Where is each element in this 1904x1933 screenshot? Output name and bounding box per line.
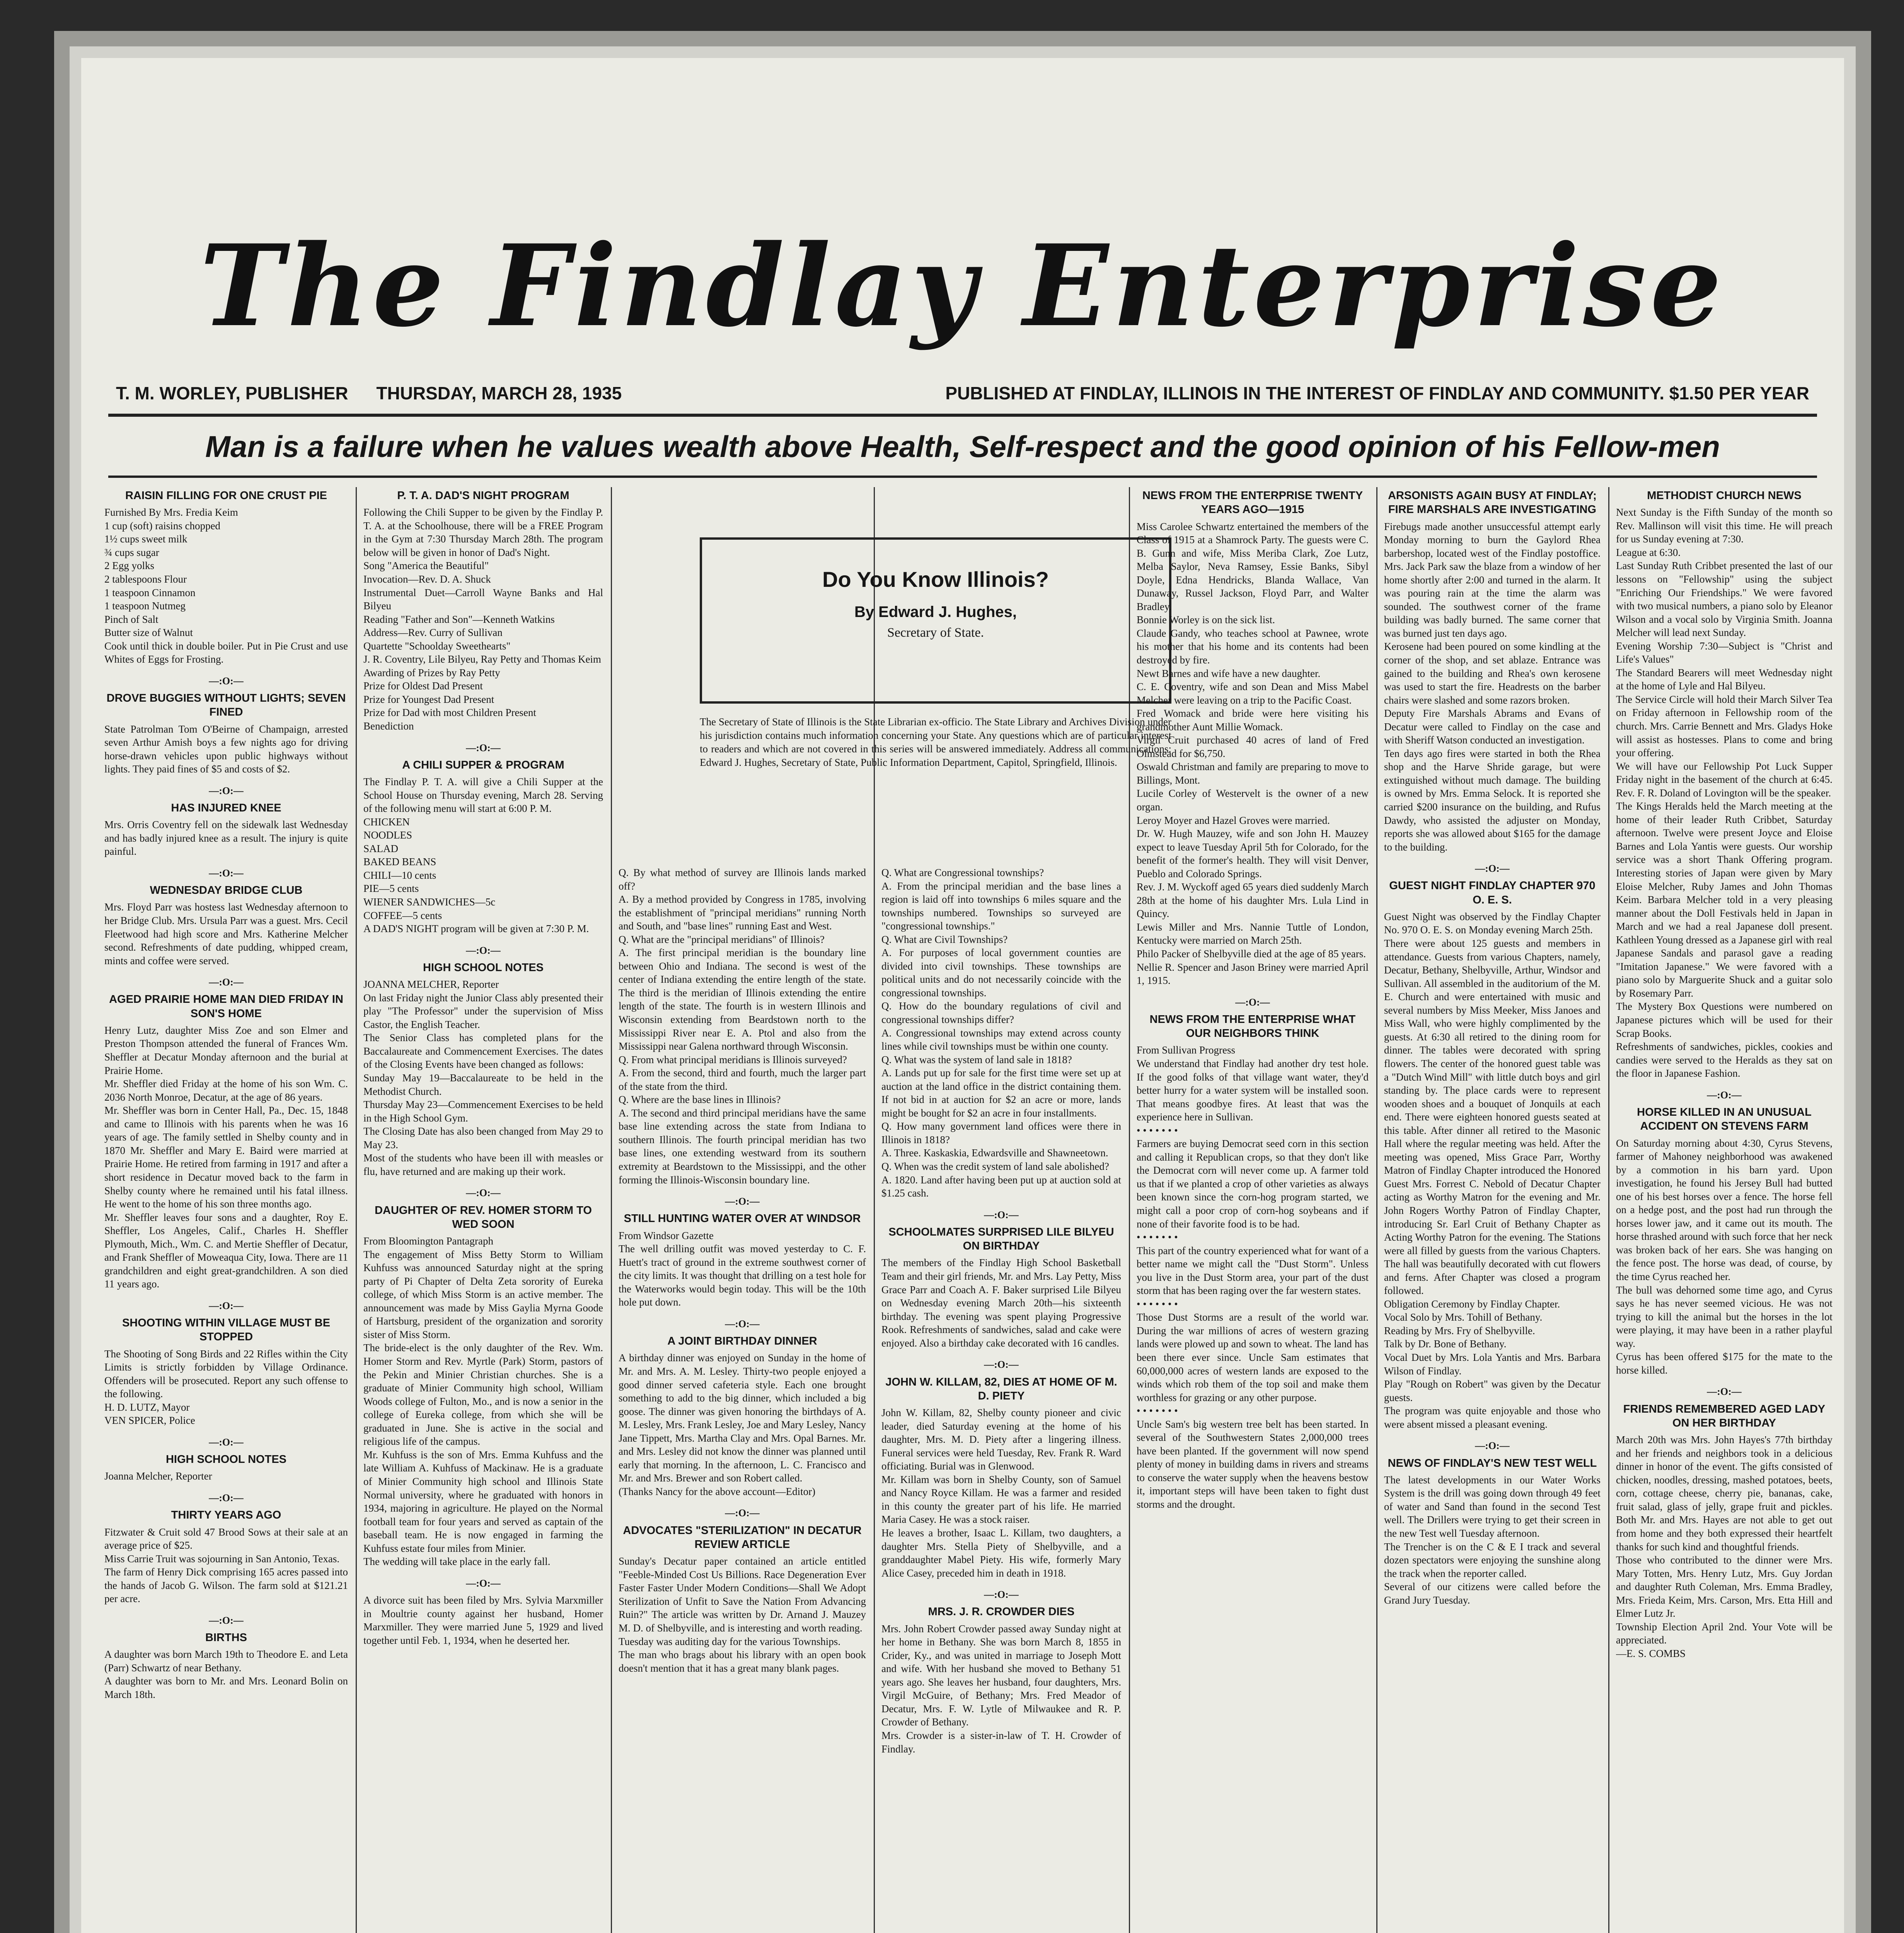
article: [104, 1614, 348, 1701]
article: [1137, 489, 1369, 987]
article-body: Next Sunday is the Fifth Sunday of the month so Rev. Mallinson will visit this time. He will preach for us Sunday evening at 7:30. League at 6:30. Last Sunday Ruth Cribbet presented the last of our lessons on "Fellowship" using the subject "Enriching Our Friendships." We were favored with two musical numbers, a piano solo by Eleanor Wilson and a vocal solo by Virginia Smith. Joanna Melcher will lead next Sunday. Evening Worship 7:30—Subject is "Christ and Life's Values" The Standard Bearers will meet Wednesday night at the home of Lyle and Hal Bilyeu. The Service Circle will hold their March Silver Tea on Friday afternoon in Fellowship room of the church. Mrs. Carrie Bennett and Mrs. Gladys Hoke will assist as hostesses. Plans to come and bring your offering. We will have our Fellowship Pot Luck Supper Friday night in the basement of the church at 6:45. Rev. F. R. Doland of Lovington will be the speaker. The Kings Heralds held the March meeting at the home of their leader Ruth Cribbet, Saturday afternoon. Twelve were present Joyce and Eloise Barnes and Lola Yantis were guests. Our worship service was a short Thank Offering program. Interesting stories of Japan were given by Mary Eloise Melcher, Ruby James and John Thomas Keim. Barbara Melcher told in a very pleasing manner about the Doll Festivals held in Japan in March and we had a real Japanese doll present. Kathleen Young dressed as a Japanese girl with real Japanese Sandals and parasol gave a reading "Imitation Japanese." We were favored with a piano solo by Marguerite Shuck and a guitar solo by Rosemary Parr. The Mystery Box Questions were numbered on Japanese pictures which will be used for their Scrap Books. Refreshments of sandwiches, pickles, cookies and candies were served to the Heralds as they sat on the floor in Japanese Fashion.: [1616, 506, 1832, 1079]
column-2: [363, 487, 603, 1933]
article-divider: —:O:—: [209, 1436, 244, 1448]
article: [363, 741, 603, 936]
article-body: Q. What are Congressional townships? A. From the principal meridian and the base lines a region is laid off into townships 6 miles square and the townships numbered. Townships so surveyed are "congressional townships." Q. What are Civil Townships? A. For purposes of local government counties are divided into civil townships. These townships are political units and do not necessarily coincide with the congressional townships. Q. How do the boundary regulations of civil and congressional townships differ? A. Congressional townships may extend across county lines while civil townships must be within one county. Q. What was the system of land sale in 1818? A. Lands put up for sale for the first time were set up at auction at the land office in the district containing them. If not bid in at auction for $2 an acre or more, lands might be bought for $2 an acre in four installments. Q. How many government land offices were there in Illinois in 1818? A. Three. Kaskaskia, Edwardsville and Shawneetown. Q. When was the credit system of land sale abolished? A. 1820. Land after having been put up at auction sold at $1.25 cash.: [881, 867, 1121, 1199]
article-divider: —:O:—: [984, 1589, 1019, 1601]
article: [104, 489, 348, 666]
article: [104, 675, 348, 776]
motto: Man is a failure when he values wealth above Health, Self-respect and the good opinion of his Fellow-men: [205, 430, 1720, 464]
article: [363, 489, 603, 733]
article-body: March 20th was Mrs. John Hayes's 77th birthday and her friends and neighbors took in a delicious dinner in honor of the event. The gifts consisted of chicken, noodles, dressing, mashed potatoes, beets, corn, cottage cheese, cherry pie, bananas, cake, fruit salad, glass of jelly, grape fruit and pickles. Both Mr. and Mrs. Hayes are not able to get out from home and they both expressed their heartfelt thanks for such kind and thoughtful friends. Those who contributed to the dinner were Mrs. Mary Totten, Mrs. Henry Lutz, Mrs. Guy Jordan and daughter Ruth Coleman, Mrs. Emma Bradley, Mrs. Frieda Keim, Mrs. Carson, Mrs. Etta Hill and Elmer Lutz Jr. Township Election April 2nd. Your Vote will be appreciated. —E. S. COMBS: [1616, 1434, 1832, 1659]
article-headline: A JOINT BIRTHDAY DINNER: [667, 1335, 817, 1348]
article-divider: —:O:—: [1707, 1089, 1742, 1101]
article-headline: HORSE KILLED IN AN UNUSUAL ACCIDENT ON STEVENS FARM: [1637, 1106, 1812, 1133]
article-divider: —:O:—: [725, 1318, 760, 1330]
article-body: A birthday dinner was enjoyed on Sunday in the home of Mr. and Mrs. A. M. Lesley. Thirty-two people enjoyed a good dinner served cafeteria style. Each one brought something to add to the big dinner, which included a big goose. The dinner was given honoring the birthdays of A. M. Lesley, Mrs. Frank Lesley, Joe and Mary Lesley, Nancy Jane Tippett, Mrs. Martha Clay and Mrs. Opal Barnes. Mr. and Mrs. Lesley did not know the dinner was planned until early that morning. In the afternoon, L. C. Francisco and Mr. and Mrs. Brewer and son Robert called. (Thanks Nancy for the above account—Editor): [619, 1352, 866, 1497]
issue-date: THURSDAY, MARCH 28, 1935: [376, 383, 622, 403]
article-headline: DROVE BUGGIES WITHOUT LIGHTS; SEVEN FINED: [106, 692, 346, 719]
article: [104, 1299, 348, 1427]
article: [619, 866, 866, 1186]
article-headline: METHODIST CHURCH NEWS: [1647, 489, 1802, 502]
article-body: The members of the Findlay High School Basketball Team and their girl friends, Mr. and Mrs. Lay Petty, Miss Grace Parr and Coach A. F. Baker surprised Lile Bilyeu on Wednesday evening March 20th—his sixteenth birthday. The evening was spent playing Progressive Rook. Refreshments of sandwiches, salad and cake were enjoyed. Also a birthday cake decorated with 16 candles.: [881, 1257, 1121, 1349]
article-headline: NEWS FROM THE ENTERPRISE TWENTY YEARS AGO—1915: [1142, 489, 1363, 516]
article-headline: GUEST NIGHT FINDLAY CHAPTER 970 O. E. S.: [1389, 880, 1595, 906]
published-at: PUBLISHED AT FINDLAY, ILLINOIS IN THE INTEREST OF FINDLAY AND COMMUNITY. $1.50 PER YEAR: [945, 383, 1809, 403]
article: [363, 1186, 603, 1568]
column-3: [619, 866, 866, 1933]
article-body: Henry Lutz, daughter Miss Zoe and son Elmer and Preston Thompson attended the funeral of Frances Wm. Sheffler at Decatur Monday afternoon and the burial at Prairie Home. Mr. Sheffler died Friday at the home of his son Wm. C. 2036 North Monroe, Decatur, at the age of 86 years. Mr. Sheffler was born in Center Hall, Pa., Dec. 15, 1848 and came to Illinois with his parents when he was 16 years of age. The family settled in Shelby county and in 1870 Mr. Sheffler and Mary E. Baird were married at Prairie Home. He retired from farming in 1917 and after a short residence in Decatur moved back to the farm in Shelby county where he remained until his fatal illness. He went to the home of his son three months ago. Mr. Sheffler leaves four sons and a daughter, Roy E. Sheffler, Los Angeles, Calif., Charles H. Sheffler Plymouth, Mich., Wm. C. and Mertie Sheffler of Decatur, and Frank Sheffler of Moweaqua City, Iowa. There are 11 grandchildren and eight great-grandchildren. A son died 11 years ago.: [104, 1024, 348, 1290]
article: [1616, 1385, 1832, 1660]
column-6: [1384, 487, 1601, 1933]
article-headline: HIGH SCHOOL NOTES: [165, 1453, 287, 1466]
article: [881, 866, 1121, 1200]
column-rule: [1608, 487, 1609, 1933]
article-headline: A CHILI SUPPER & PROGRAM: [402, 759, 564, 771]
article-body: Q. By what method of survey are Illinois lands marked off? A. By a method provided by Congress in 1785, involving the establishment of "principal meridians" running North and South, and "base lines" running East and West. Q. What are the "principal meridians" of Illinois? A. The first principal meridian is the boundary line between Ohio and Indiana. The second is west of the center of Indiana extending the entire length of the state. The third is the meridian of Illinois extending the entire length of the state. The fourth is in western Illinois and Wisconsin extending from Beardstown north to the Mississippi River near E. A. Ptol and also from the Mississippi near Galena northward through Wisconsin. Q. From what principal meridians is Illinois surveyed? A. From the second, third and fourth, much the larger part of the state from the third. Q. Where are the base lines in Illinois? A. The second and third principal meridians have the same base line extending across the state from Indiana to southern Illinois. The fourth principal meridian has two base lines, one extending westward from its southern extremity at Beardstown to the Mississippi, and the other forming the Illinois-Wisconsin boundary line.: [619, 867, 866, 1186]
publisher: T. M. WORLEY, PUBLISHER: [116, 383, 348, 403]
article-body: A daughter was born March 19th to Theodore E. and Leta (Parr) Schwartz of near Bethany. A daughter was born to Mr. and Mrs. Leonard Bolin on March 18th.: [104, 1648, 348, 1700]
article-headline: RAISIN FILLING FOR ONE CRUST PIE: [125, 489, 327, 502]
masthead-title: The Findlay Enterprise: [200, 220, 1725, 352]
column-5: [1137, 487, 1369, 1933]
article-body: From Windsor Gazette The well drilling outfit was moved yesterday to C. F. Huett's tract of ground in the extreme southwest corner of the city limits. It was thought that drilling on a test hole for the Waterworks would begin today. This will be the 10th hole put down.: [619, 1229, 866, 1308]
article-divider: —:O:—: [209, 867, 244, 879]
article-headline: SHOOTING WITHIN VILLAGE MUST BE STOPPED: [122, 1317, 331, 1343]
article: [1384, 1439, 1601, 1607]
article-body: Furnished By Mrs. Fredia Keim 1 cup (soft) raisins chopped 1½ cups sweet milk ¾ cups sugar 2 Egg yolks 2 tablespoons Flour 1 teaspoon Cinnamon 1 teaspoon Nutmeg Pinch of Salt Butter size of Walnut Cook until thick in double boiler. Put in Pie Crust and use Whites of Eggs for Frosting.: [104, 506, 348, 665]
article: [1616, 1089, 1832, 1377]
article-divider: —:O:—: [466, 1187, 501, 1199]
top-rule: [108, 414, 1817, 417]
article-headline: P. T. A. DAD'S NIGHT PROGRAM: [397, 489, 569, 502]
article: [104, 976, 348, 1291]
article: [1384, 489, 1601, 854]
article: [619, 1318, 866, 1498]
article-body: Firebugs made another unsuccessful attempt early Monday morning to burn the Gaylord Rhea barbershop, located west of the Findlay postoffice. Mrs. Jack Park saw the blaze from a window of her home shortly after 2:00 and turned in the alarm. It was pouring rain at the time the alarm was sounded. The southwest corner of the frame building was badly burned. The same corner that was burned just ten days ago. Kerosene had been poured on some kindling at the corner of the shop, and set ablaze. Entrance was gained to the building and Rhea's own kerosene was used to start the fire. Headrests on the barber chairs were slashed and some razors broken. Deputy Fire Marshals Abrams and Evans of Decatur were called to Findlay on the case and with Sheriff Watson conducted an investigation. Ten days ago fires were started in both the Rhea shop and the Harve Shride garage, but were extinguished without much damage. The building is owned by Mrs. Emma Selock. It is reported she carried $200 insurance on the building, and Rufus Dawdy, who assisted the adjuster on Monday, reports she was allowed about $165 for the damage to the building.: [1384, 520, 1601, 853]
article-divider: —:O:—: [1707, 1386, 1742, 1398]
article: [104, 867, 348, 967]
article: [619, 1195, 866, 1309]
article: [104, 1492, 348, 1606]
article-body: John W. Killam, 82, Shelby county pioneer and civic leader, died Saturday evening at the home of his daughter, Mrs. M. D. Piety after a lingering illness. Funeral services were held Tuesday, Rev. Frank R. Ward officiating. Burial was in Glenwood. Mr. Killam was born in Shelby County, son of Samuel and Nancy Royce Killam. He was a farmer and resided in this county the greater part of his life. He married Maria Casey. He was a stock raiser. He leaves a brother, Isaac L. Killam, two daughters, a daughter Mrs. Stella Piety of Shelbyville, and a granddaughter Mabel Piety. His wife, formerly Mary Alice Casey, preceded him in death in 1918.: [881, 1407, 1121, 1579]
article: [881, 1588, 1121, 1756]
article: [1137, 996, 1369, 1511]
article-body: Mrs. Orris Coventry fell on the sidewalk last Wednesday and has badly injured knee as a result. The injury is quite painful.: [104, 819, 348, 857]
article-headline: NEWS FROM THE ENTERPRISE WHAT OUR NEIGHBORS THINK: [1149, 1013, 1356, 1040]
article-divider: —:O:—: [209, 785, 244, 796]
article-body: Joanna Melcher, Reporter: [104, 1470, 212, 1482]
article-body: On Saturday morning about 4:30, Cyrus Stevens, farmer of Mahoney neighborhood was awakened by a commotion in his barn yard. Upon investigation, he found his Jersey Bull had butted one of his best horses over a fence. The horse fell on a hedge post, and the post had run through the horses lower jaw, and it came out its mouth. The horse thrashed around with such force that her neck was broken back of her ears. She was hanging on the fence post. The horse was dead, of course, by the time Cyrus reached her. The bull was dehorned some time ago, and Cyrus says he has never seemed vicious. He was not trying to kill the animal but the horses in the lot were playing, it may have been in a rather playful way. Cyrus has been offered $175 for the mate to the horse killed.: [1616, 1137, 1832, 1376]
feature-role: Secretary of State.: [887, 626, 984, 640]
publication-line: [116, 383, 1809, 404]
column-rule: [356, 487, 357, 1933]
article-headline: DAUGHTER OF REV. HOMER STORM TO WED SOON: [375, 1204, 592, 1231]
article: [619, 1507, 866, 1675]
article-divider: —:O:—: [466, 1577, 501, 1589]
article-headline: NEWS OF FINDLAY'S NEW TEST WELL: [1388, 1457, 1597, 1469]
header-rule: [108, 476, 1817, 478]
article-body: The Shooting of Song Birds and 22 Rifles within the City Limits is strictly forbidden by Village Ordinance. Offenders will be prosecuted. Report any such offense to the following. H. D. LUTZ, Mayor VEN SPICER, Police: [104, 1348, 348, 1427]
article-body: From Sullivan Progress We understand that Findlay had another dry test hole. If the good folks of that village want water, they'd better hurry for a water system will be installed soon. That means goodbye fires. At least that was the experience here in Sullivan. • • • • • • • Farmers are buying Democrat seed corn in this section and calling it Republican crops, so that they don't like the Democrat corn will never come up. A farmer told us that if we planted a crop of other varieties as always been known since the corn-hog program started, we might call a poor crop of corn-hog soybeans and if none of their favorite food is to be had. • • • • • • • This part of the country experienced what for want of a better name we might call the "Dust Storm". Unless you live in the Dust Storm area, your part of the dust storm that has been raging over the far western states. • • • • • • • Those Dust Storms are a result of the world war. During the war millions of acres of western grazing lands were plowed up and sown to wheat. The land has been there ever since. Uncle Sam estimates that 60,000,000 acres of western lands are exposed to the winds which rob them of the top soil and make them worthless for grazing or any other purpose. • • • • • • • Uncle Sam's big western tree belt has been started. In several of the Southwestern States 2,000,000 trees have been planted. If the government will now spend plenty of money in building dams in rivers and streams to conserve the water supply when the heavens bestow it, important steps will have been taken to fight dust storms and the drought.: [1137, 1044, 1369, 1510]
column-7: [1616, 487, 1832, 1933]
article-headline: HIGH SCHOOL NOTES: [423, 961, 544, 974]
article-divider: —:O:—: [209, 1492, 244, 1503]
article-headline: HAS INJURED KNEE: [171, 802, 281, 815]
article-divider: —:O:—: [1475, 863, 1510, 874]
column-4: [881, 866, 1121, 1933]
article-headline: MRS. J. R. CROWDER DIES: [928, 1606, 1075, 1618]
article-divider: —:O:—: [984, 1209, 1019, 1220]
article-body: Guest Night was observed by the Findlay Chapter No. 970 O. E. S. on Monday evening March 25th. There were about 125 guests and members in attendance. Guests from various Chapters, namely, Decatur, Bethany, Shelbyville, Arthur, Windsor and Sullivan. All assembled in the auditorium of the M. E. Church and were entertained with music and several numbers by Miss Meeker, Miss Janoes and Miss Wall, who were highly complimented by the guests. At 6:30 all retired to the dining room for dinner. The tables were decorated with spring flowers. The center of the honored guest table was a "Dutch Wind Mill" with little dutch boys and girl standing by. The place cards were to represent wooden shoes and a bouquet of Jonquils at each end. There were eighteen honored guests seated at this table. After dinner all retired to the Masonic Hall where the regular meeting was held. After the meeting was opened, Miss Grace Parr, Worthy Matron of Findlay Chapter introduced the Honored Guest Mrs. Forrest C. Nebold of Decatur Chapter acting as Worthy Matron for the evening and Mr. John Rogers Worthy Patron of Findlay Chapter, introducing Sr. Earl Cruit of Bethany Chapter as Acting Worthy Patron for the evening. The Stations were all filled by guests from the various Chapters. The hall was beautifully decorated with cut flowers and ferns. After Chapter was closed a program followed. Obligation Ceremony by Findlay Chapter. Vocal Solo by Mrs. Tohill of Bethany. Reading by Mrs. Fry of Shelbyville. Talk by Dr. Bone of Bethany. Vocal Duet by Mrs. Lola Yantis and Mrs. Barbara Wilson of Findlay. Play "Rough on Robert" was given by the Decatur guests. The program was quite enjoyable and those who were absent missed a pleasant evening.: [1384, 910, 1601, 1430]
article: [104, 1436, 348, 1483]
article-divider: —:O:—: [725, 1196, 760, 1207]
feature-byline: By Edward J. Hughes,: [854, 603, 1017, 620]
article-headline: ADVOCATES "STERILIZATION" IN DECATUR REVIEW ARTICLE: [623, 1524, 862, 1551]
article: [1616, 489, 1832, 1080]
feature-title: Do You Know Illinois?: [822, 567, 1049, 591]
article-divider: —:O:—: [984, 1359, 1019, 1370]
article-divider: —:O:—: [209, 1300, 244, 1311]
article-body: The Findlay P. T. A. will give a Chili Supper at the School House on Thursday evening, March 28. Serving of the following menu will start at 6:00 P. M. CHICKEN NOODLES SALAD BAKED BEANS CHILI—10 cents PIE—5 cents WIENER SANDWICHES—5c COFFEE—5 cents A DAD'S NIGHT program will be given at 7:30 P. M.: [363, 776, 603, 935]
article-headline: AGED PRAIRIE HOME MAN DIED FRIDAY IN SON'S HOME: [109, 993, 343, 1020]
article: [363, 1577, 603, 1647]
column-rule: [1129, 487, 1130, 1933]
column-rule: [611, 487, 612, 1933]
article-divider: —:O:—: [209, 977, 244, 988]
article-divider: —:O:—: [209, 1614, 244, 1626]
illinois-feature-box: [700, 537, 1171, 704]
article-body: Sunday's Decatur paper contained an article entitled "Feeble-Minded Cost Us Billions. Race Degeneration Ever Faster Faster Under Modern Conditions—Shall We Adopt Sterilization of Unfit to Save the Nation From Advancing Ruin?" The article was written by Dr. Arnand J. Mauzey M. D. of Shelbyville, and is interesting and worth reading. Tuesday was auditing day for the various Townships. The man who brags about his library with an open book doesn't mention that it has a great many blank pages.: [619, 1555, 866, 1674]
article-body: Miss Carolee Schwartz entertained the members of the Class of 1915 at a Shamrock Party. The guests were C. B. Gunn and wife, Miss Meriba Clark, Zoe Lutz, Melba Saylor, Neva Ramsey, Essie Banks, Sibyl Doyle, Edna Hendricks, Blanda Wallace, Van Dunaway, Russel Jackson, Floyd Parr, and Walter Bradley. Bonnie Worley is on the sick list. Claude Gandy, who teaches school at Pawnee, wrote his mother that his home and its contents had been destroyed by fire. Newt Barnes and wife have a new daughter. C. E. Coventry, wife and son Dean and Miss Mabel Melcher were leaving on a trip to the Pacific Coast. Fred Womack and bride were here visiting his grandmother Aunt Millie Womack. Virgil Cruit purchased 40 acres of land of Fred Olmstead for $6,750. Oswald Christman and family are preparing to move to Billings, Mont. Lucile Corley of Westervelt is the owner of a new organ. Leroy Moyer and Hazel Groves were married. Dr. W. Hugh Mauzey, wife and son John H. Mauzey expect to leave Tuesday April 5th for Colorado, for the benefit of the former's health. They will visit Denver, Pueblo and Colorado Springs. Rev. J. M. Wyckoff aged 65 years died suddenly March 28th at the home of his daughter Mrs. Lula Lind in Quincy. Lewis Miller and Mrs. Nannie Tuttle of London, Kentucky were married on March 25th. Philo Packer of Shelbyville died at the age of 85 years. Nellie R. Spencer and Jason Briney were married April 1, 1915.: [1137, 520, 1369, 987]
article-divider: —:O:—: [1235, 996, 1270, 1008]
column-rule: [1376, 487, 1377, 1933]
article: [1384, 862, 1601, 1431]
article-headline: STILL HUNTING WATER OVER AT WINDSOR: [624, 1212, 861, 1225]
column-1: [104, 487, 348, 1933]
article-body: State Patrolman Tom O'Beirne of Champaign, arrested seven Arthur Amish boys a few nights ago for driving horse-drawn vehicles upon public highways without lights. They paid fines of $5 and costs of $2.: [104, 723, 348, 775]
article-body: Mrs. John Robert Crowder passed away Sunday night at her home in Bethany. She was born March 8, 1855 in Crider, Ky., and was united in marriage to Joseph Mott and wife. With her husband she moved to Bethany 51 years ago. She leaves her husband, four daughters, Mrs. Virgil McGuire, of Bethany; Mrs. Fred Meador of Decatur, Mrs. F. W. Lytle of Milwaukee and R. P. Crowder of Bethany. Mrs. Crowder is a sister-in-law of T. H. Crowder of Findlay.: [881, 1623, 1121, 1755]
article: [881, 1209, 1121, 1350]
article-headline: BIRTHS: [205, 1631, 247, 1644]
article: [363, 944, 603, 1178]
article-headline: THIRTY YEARS AGO: [171, 1509, 281, 1522]
article-divider: —:O:—: [1475, 1440, 1510, 1452]
article-headline: JOHN W. KILLAM, 82, DIES AT HOME OF M. D. PIETY: [885, 1376, 1117, 1402]
article-body: The latest developments in our Water Works System is the drill was going down through 49 feet of water and Sand than found in the second Test well. The Drillers were trying to get their screen in the new Test well Tuesday afternoon. The Trencher is on the C & E I track and several dozen spectators were enjoying the sunshine along the track when the reporter called. Several of our citizens were called before the Grand Jury Tuesday.: [1384, 1474, 1601, 1606]
article-body: JOANNA MELCHER, Reporter On last Friday night the Junior Class ably presented their play "The Professor" under the supervision of Miss Castor, the English Teacher. The Senior Class has completed plans for the Baccalaureate and Commencement Exercises. The dates of the Closing Events have been changed as follows: Sunday May 19—Baccalaureate to be held in the Methodist Church. Thursday May 23—Commencement Exercises to be held in the High School Gym. The Closing Date has also been changed from May 29 to May 23. Most of the students who have been ill with measles or flu, have returned and are making up their work.: [363, 978, 603, 1177]
article: [104, 784, 348, 858]
article: [881, 1358, 1121, 1580]
column-rule: [874, 487, 875, 1933]
article-divider: —:O:—: [725, 1507, 760, 1519]
article-body: Mrs. Floyd Parr was hostess last Wednesday afternoon to her Bridge Club. Mrs. Ursula Parr was a guest. Mrs. Cecil Fleetwood had high score and Mrs. Katherine Melcher second. Refreshments of date pudding, whipped cream, mints and coffee were served.: [104, 901, 348, 966]
article-divider: —:O:—: [466, 944, 501, 956]
article-headline: ARSONISTS AGAIN BUSY AT FINDLAY; FIRE MARSHALS ARE INVESTIGATING: [1388, 489, 1597, 516]
article-divider: —:O:—: [209, 675, 244, 687]
article-body: From Bloomington Pantagraph The engagement of Miss Betty Storm to William Kuhfuss was announced Saturday night at the spring party of Pi Chapter of Delta Zeta sorority of Eureka college, of which Miss Storm is an active member. The announcement was made by Miss Gaylia Myrna Goode of Hartsburg, president of the organization and sorority sister of Miss Storm. The bride-elect is the only daughter of the Rev. Wm. Homer Storm and Rev. Myrtle (Park) Storm, pastors of the Pekin and Minier Christian churches. She is a graduate of Minier Community high school, William Woods college of Fulton, Mo., and is now a senior in the college of Eureka college, from which she will be graduated in June. She is active in the social and religious life of the campus. Mr. Kuhfuss is the son of Mrs. Emma Kuhfuss and the late William A. Kuhfuss of Mackinaw. He is a graduate of Minier Community high school and Illinois State Normal university, where he graduated with honors in 1934, majoring in agriculture. He played on the Normal football team for four years and served as captain of the baseball team. He is now engaged in farming the Kuhfuss estate four miles from Minier. The wedding will take place in the early fall.: [363, 1235, 603, 1568]
feature-intro: The Secretary of State of Illinois is the State Librarian ex-officio. The State Library and Archives Division under his jurisdiction contains much information concerning your State. Any questions which are of particular interest to readers and which are not covered in this series will be answered immediately. Address all communications: Edward J. Hughes, Secretary of State, Public Information Department, Capitol, Springfield, Illinois.: [700, 716, 1171, 769]
article-body: A divorce suit has been filed by Mrs. Sylvia Marxmiller in Moultrie county against her husband, Homer Marxmiller. They were married June 5, 1929 and lived together until Feb. 1, 1934, when he deserted her.: [363, 1594, 603, 1646]
article-headline: FRIENDS REMEMBERED AGED LADY ON HER BIRTHDAY: [1623, 1403, 1826, 1429]
article-headline: WEDNESDAY BRIDGE CLUB: [150, 884, 303, 897]
article-body: Fitzwater & Cruit sold 47 Brood Sows at their sale at an average price of $25. Miss Carrie Truit was sojourning in San Antonio, Texas. The farm of Henry Dick comprising 165 acres passed into the hands of Jacob G. Wilson. The farm sold at $121.21 per acre.: [104, 1526, 348, 1605]
article-body: Following the Chili Supper to be given by the Findlay P. T. A. at the Schoolhouse, there will be a FREE Program in the Gym at 7:30 Thursday March 28th. The program below will be given in honor of Dad's Night. Song "America the Beautiful" Invocation—Rev. D. A. Shuck Instrumental Duet—Carroll Wayne Banks and Hal Bilyeu Reading "Father and Son"—Kenneth Watkins Address—Rev. Curry of Sullivan Quartette "Schoolday Sweethearts" J. R. Coventry, Lile Bilyeu, Ray Petty and Thomas Keim Awarding of Prizes by Ray Petty Prize for Oldest Dad Present Prize for Youngest Dad Present Prize for Dad with most Children Present Benediction: [363, 506, 603, 732]
newspaper-page: [81, 58, 1844, 1933]
article-headline: SCHOOLMATES SURPRISED LILE BILYEU ON BIRTHDAY: [888, 1226, 1114, 1253]
article-divider: —:O:—: [466, 742, 501, 753]
